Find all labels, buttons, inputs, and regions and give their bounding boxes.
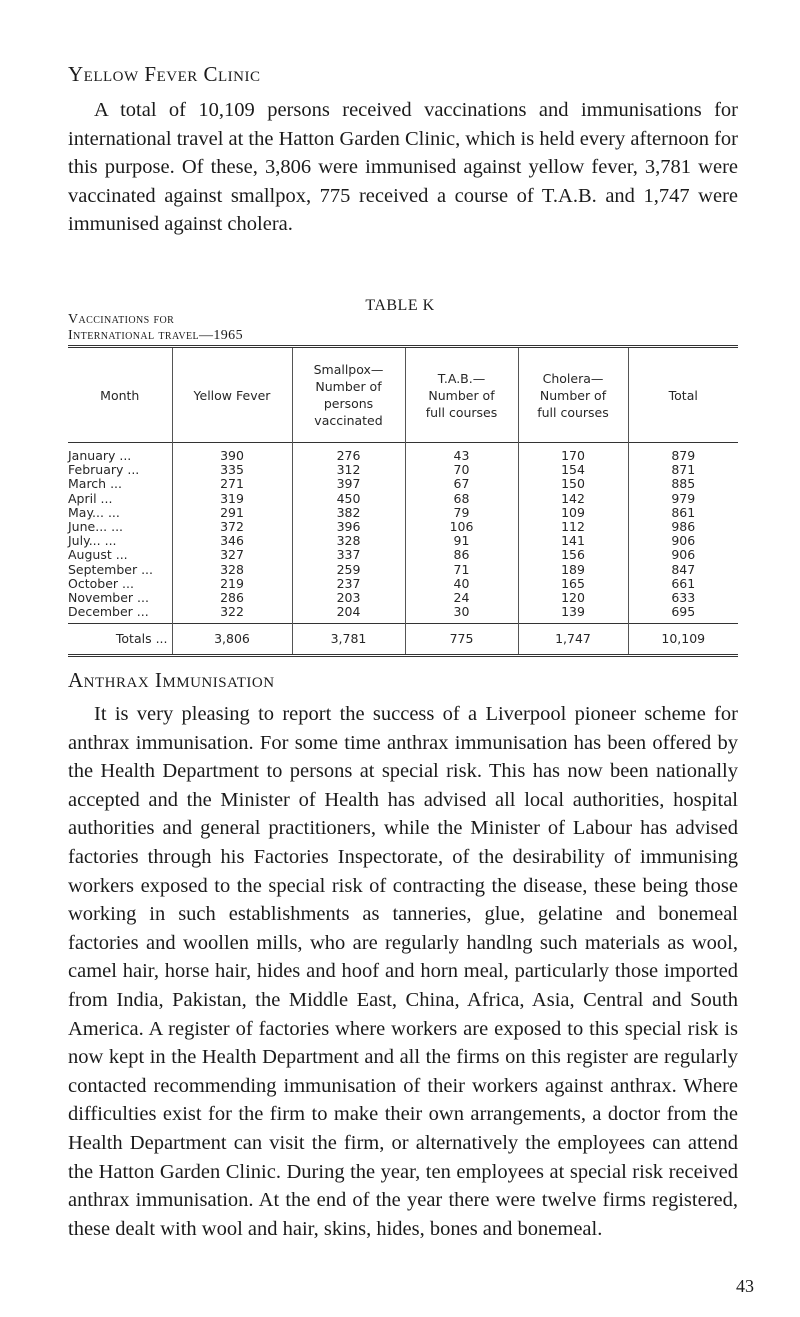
table-row	[68, 577, 738, 591]
table-row	[68, 563, 738, 577]
cell-yellow-fever: 335	[172, 463, 292, 477]
cell-cholera: 112	[518, 520, 628, 534]
cell-total: 861	[628, 506, 738, 520]
cell-month: August ...	[68, 547, 128, 563]
cell-yellow-fever: 322	[172, 605, 292, 624]
header-month: Month	[100, 387, 140, 403]
cell-smallpox: 276	[292, 443, 405, 464]
cell-cholera: 139	[518, 605, 628, 624]
table-caption-line1: Vaccinations for	[68, 312, 175, 327]
cell-tab: 68	[405, 492, 518, 506]
cell-month: April ...	[68, 490, 113, 506]
cell-cholera: 120	[518, 591, 628, 605]
cell-smallpox: 203	[292, 591, 405, 605]
cell-total: 906	[628, 534, 738, 548]
yellow-fever-heading: Yellow Fever Clinic	[68, 62, 261, 86]
total-smallpox: 3,781	[292, 624, 405, 656]
cell-smallpox: 396	[292, 520, 405, 534]
cell-smallpox: 397	[292, 477, 405, 491]
cell-yellow-fever: 390	[172, 443, 292, 464]
cell-cholera: 154	[518, 463, 628, 477]
cell-cholera: 189	[518, 563, 628, 577]
cell-month: May... ...	[68, 504, 120, 520]
cell-month: February ...	[68, 462, 140, 478]
cell-cholera: 142	[518, 492, 628, 506]
cell-total: 661	[628, 577, 738, 591]
table-row	[68, 548, 738, 562]
header-cholera: Cholera— Number of full courses	[518, 347, 628, 443]
cell-month: June... ...	[68, 519, 124, 535]
cell-yellow-fever: 291	[172, 506, 292, 520]
anthrax-heading: Anthrax Immunisation	[68, 668, 275, 692]
cell-smallpox: 337	[292, 548, 405, 562]
cell-yellow-fever: 286	[172, 591, 292, 605]
table-title: TABLE K	[365, 297, 435, 314]
vaccinations-table	[68, 345, 738, 657]
total-grand: 10,109	[628, 624, 738, 656]
yellow-fever-paragraph: A total of 10,109 persons received vaccinations and immunisations for international travel at the Hatton Garden Clinic, which is held every afternoon for this purpose. Of these, 3,806 were immunised against yellow fever, 3,781 were vaccinated against smallpox, 775 received a course of T.A.B. and 1,747 were immunised against cholera.	[68, 99, 739, 236]
table-row	[68, 605, 738, 624]
cell-total: 633	[628, 591, 738, 605]
cell-cholera: 141	[518, 534, 628, 548]
cell-yellow-fever: 319	[172, 492, 292, 506]
cell-yellow-fever: 346	[172, 534, 292, 548]
header-smallpox: Smallpox— Number of persons vaccinated	[292, 347, 405, 443]
cell-month: March ...	[68, 476, 122, 492]
table-row	[68, 520, 738, 534]
cell-total: 979	[628, 492, 738, 506]
cell-month: December ...	[68, 604, 149, 620]
cell-tab: 91	[405, 534, 518, 548]
header-total: Total	[628, 347, 738, 443]
cell-cholera: 156	[518, 548, 628, 562]
cell-yellow-fever: 372	[172, 520, 292, 534]
header-yellow-fever: Yellow Fever	[172, 347, 292, 443]
cell-month: January ...	[68, 448, 132, 463]
cell-smallpox: 328	[292, 534, 405, 548]
totals-row	[68, 624, 738, 656]
cell-smallpox: 312	[292, 463, 405, 477]
cell-cholera: 165	[518, 577, 628, 591]
cell-tab: 70	[405, 463, 518, 477]
cell-total: 986	[628, 520, 738, 534]
anthrax-paragraph: It is very pleasing to report the success of a Liverpool pioneer scheme for anthrax immunisation. For some time anthrax immunisation has been offered by the Health Department to persons at special risk. This has now been nationally accepted and the Minister of Health has advised all local authorities, hospital authorities and general practitioners, while the Minister of Labour has advised factories through his Factories Inspectorate, of the desirability of immunising workers exposed to the special risk of contracting the disease, these being those working in such establishments as tanneries, glue, gelatine and bonemeal factories and woollen mills, who are regularly handlng such materials as wool, camel hair, horse hair, hides and hoof and horn meal, particularly those imported from India, Pakistan, the Middle East, China, Africa, Asia, Central and South America. A register of factories where workers are exposed to this special risk is now kept in the Health Department and all the firms on this register are regularly contacted recommending immunisation of their workers against anthrax. Where difficulties exist for the firm to make their own arrangements, a doctor from the Health Department can visit the firm, or alternatively the employees can attend the Hatton Garden Clinic. During the year, ten employees at special risk received anthrax immunisation. At the end of the year there were twelve firms registered, these dealt with wool and hair, skins, hides, bones and bonemeal.	[68, 703, 738, 1240]
cell-yellow-fever: 271	[172, 477, 292, 491]
cell-tab: 24	[405, 591, 518, 605]
cell-total: 695	[628, 605, 738, 624]
cell-smallpox: 237	[292, 577, 405, 591]
table-row	[68, 534, 738, 548]
cell-smallpox: 259	[292, 563, 405, 577]
cell-yellow-fever: 219	[172, 577, 292, 591]
cell-cholera: 109	[518, 506, 628, 520]
table-header-row	[68, 347, 738, 443]
table-row	[68, 443, 738, 464]
header-tab: T.A.B.— Number of full courses	[405, 347, 518, 443]
totals-label: Totals ...	[68, 624, 172, 656]
table-row	[68, 463, 738, 477]
cell-tab: 71	[405, 563, 518, 577]
cell-month: November ...	[68, 590, 149, 606]
cell-total: 871	[628, 463, 738, 477]
cell-tab: 43	[405, 443, 518, 464]
table-row	[68, 591, 738, 605]
cell-smallpox: 204	[292, 605, 405, 624]
cell-smallpox: 450	[292, 492, 405, 506]
total-tab: 775	[405, 624, 518, 656]
cell-yellow-fever: 327	[172, 548, 292, 562]
cell-tab: 40	[405, 577, 518, 591]
cell-smallpox: 382	[292, 506, 405, 520]
table-row	[68, 492, 738, 506]
cell-tab: 30	[405, 605, 518, 624]
cell-tab: 86	[405, 548, 518, 562]
cell-tab: 106	[405, 520, 518, 534]
cell-total: 906	[628, 548, 738, 562]
cell-month: October ...	[68, 575, 134, 591]
cell-cholera: 150	[518, 477, 628, 491]
table-row	[68, 506, 738, 520]
cell-tab: 79	[405, 506, 518, 520]
table-caption-line2: International travel—1965	[68, 328, 243, 343]
cell-yellow-fever: 328	[172, 563, 292, 577]
cell-month: July... ...	[68, 533, 117, 549]
cell-month: September ...	[68, 561, 153, 577]
cell-total: 879	[628, 443, 738, 464]
page-number: 43	[736, 1276, 754, 1296]
cell-tab: 67	[405, 477, 518, 491]
cell-cholera: 170	[518, 443, 628, 464]
table-row	[68, 477, 738, 491]
cell-total: 847	[628, 563, 738, 577]
total-cholera: 1,747	[518, 624, 628, 656]
cell-total: 885	[628, 477, 738, 491]
total-yellow-fever: 3,806	[172, 624, 292, 656]
